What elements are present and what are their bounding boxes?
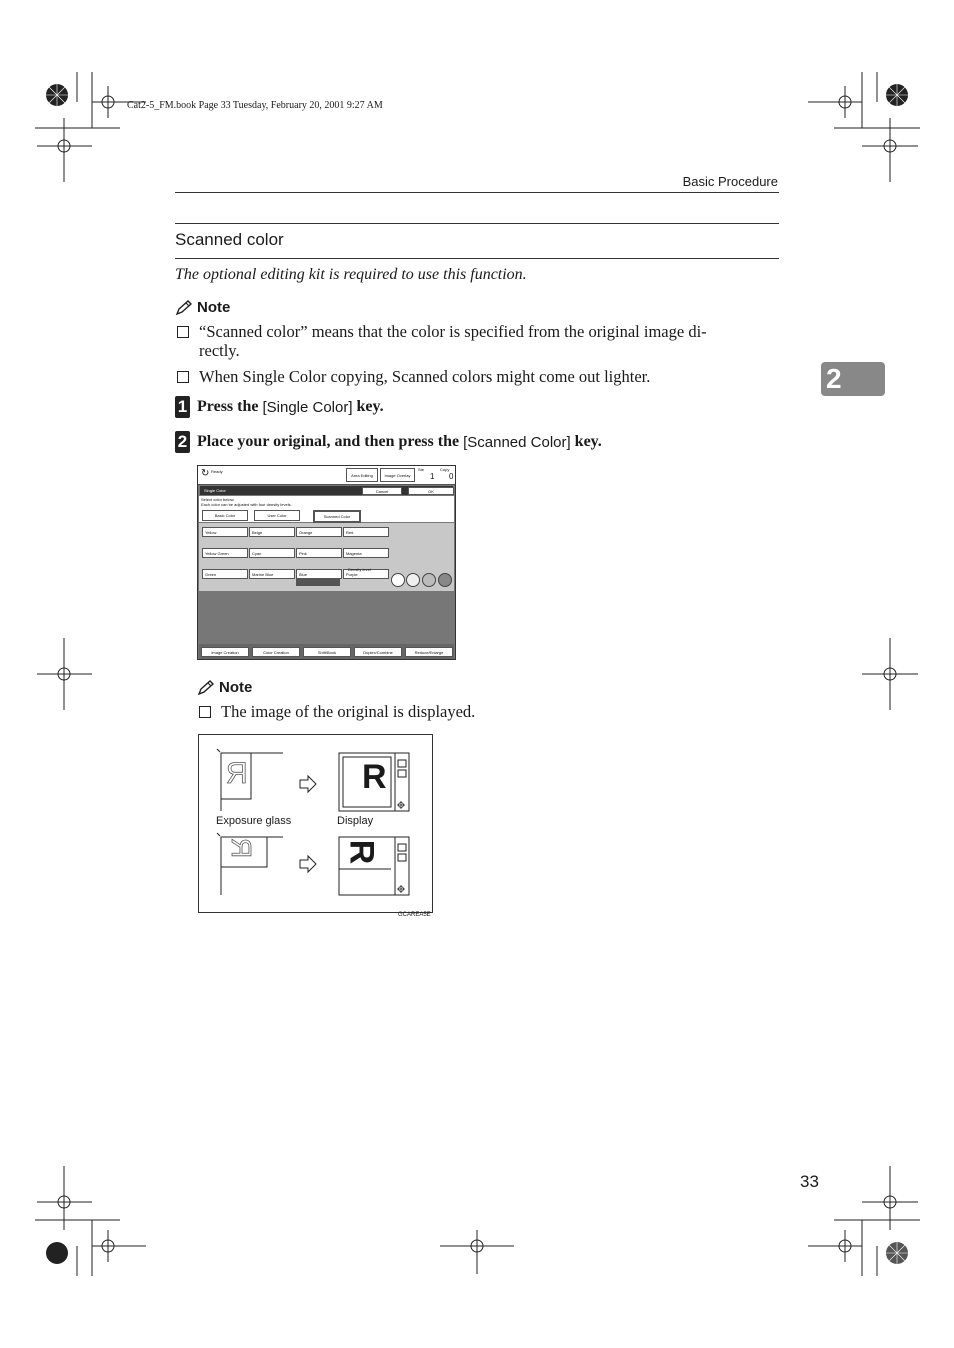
section-rule-top	[175, 223, 779, 224]
running-head: Basic Procedure	[682, 174, 778, 189]
color-grid	[199, 523, 454, 591]
color-blue[interactable]: Blue	[296, 569, 342, 579]
note-title: Note	[197, 299, 231, 316]
color-creation-button[interactable]: Color Creation	[252, 647, 300, 657]
area-editing-button[interactable]: Area Editing	[346, 468, 378, 482]
color-yellow-green[interactable]: Yellow Green	[202, 548, 248, 558]
display-label: Display	[337, 815, 374, 827]
color-green[interactable]: Green	[202, 569, 248, 579]
color-red[interactable]: Red	[343, 527, 389, 537]
step-text: Press the	[197, 398, 263, 415]
instruction-text: Each color can be adjusted with four density levels.	[201, 502, 292, 507]
instruction-text: Select color below.	[201, 497, 235, 502]
image-overlay-button[interactable]: Image Overlay	[380, 468, 415, 482]
step-text: key.	[352, 398, 384, 415]
step-1	[175, 396, 384, 418]
copies-label: Copy	[440, 467, 450, 472]
screen-status-bar	[198, 466, 455, 485]
density-level-3[interactable]	[422, 573, 436, 587]
cancel-button[interactable]: Cancel	[362, 487, 402, 495]
color-beige[interactable]: Beige	[249, 527, 295, 537]
section-rule-bottom	[175, 258, 779, 259]
note-heading	[175, 299, 230, 316]
checkbox-bullet-icon	[199, 706, 211, 718]
busy-icon: ↻	[201, 468, 210, 479]
figure-code: GCAREA5E	[398, 912, 431, 918]
ok-button[interactable]: OK	[408, 487, 454, 495]
copies-value: 0	[449, 472, 454, 481]
rotated-r-glyph: R	[342, 839, 381, 865]
density-level-1[interactable]	[391, 573, 405, 587]
color-pink[interactable]: Pink	[296, 548, 342, 558]
note-item-text: rectly.	[199, 341, 240, 360]
mirrored-r-glyph: R	[226, 757, 248, 790]
density-label: Density level	[348, 567, 371, 572]
shift-book-button[interactable]: Shift/Book	[303, 647, 351, 657]
orientation-diagram	[198, 734, 433, 913]
file-label: Ste	[418, 467, 425, 472]
step-number: 1	[175, 396, 190, 418]
color-swatch	[296, 579, 340, 586]
page-number: 33	[800, 1172, 819, 1191]
instruction-panel	[199, 496, 454, 522]
density-level-2[interactable]	[406, 573, 420, 587]
color-orange[interactable]: Orange	[296, 527, 342, 537]
pencil-icon	[197, 680, 215, 696]
color-cyan[interactable]: Cyan	[249, 548, 295, 558]
panel-title: Single Color	[204, 488, 226, 493]
duplex-combine-button[interactable]: Duplex/Combine	[354, 647, 402, 657]
note-item-text: “Scanned color” means that the color is specified from the original image di-	[199, 322, 707, 341]
note-title: Note	[219, 679, 253, 696]
image-creation-button[interactable]: Image Creation	[201, 647, 249, 657]
file-value: 1	[430, 472, 435, 481]
step-2	[175, 431, 602, 453]
chapter-tab: 2	[821, 362, 885, 396]
status-text: Ready	[211, 469, 223, 474]
checkbox-bullet-icon	[177, 371, 189, 383]
note-item	[175, 367, 780, 386]
key-name: [Single Color]	[262, 398, 353, 416]
pencil-icon	[175, 300, 193, 316]
step-number: 2	[175, 431, 190, 453]
file-header: Cat2-5_FM.book Page 33 Tuesday, February 20, 2001 9:27 AM	[127, 100, 383, 111]
note-list	[175, 322, 780, 386]
rotated-mirrored-r-glyph: R	[226, 837, 258, 859]
intro-text: The optional editing kit is required to use this function.	[175, 266, 527, 283]
color-yellow[interactable]: Yellow	[202, 527, 248, 537]
note-item-text: When Single Color copying, Scanned colors might come out lighter.	[199, 367, 651, 386]
step-text: Place your original, and then press the	[197, 433, 464, 450]
r-glyph: R	[362, 758, 387, 796]
color-marine-blue[interactable]: Marine Blue	[249, 569, 295, 579]
tab-user-color[interactable]: User Color	[254, 510, 300, 521]
color-purple[interactable]: Purple	[343, 569, 389, 579]
screen-empty-area	[199, 591, 454, 644]
color-magenta[interactable]: Magenta	[343, 548, 389, 558]
step-text: key.	[570, 433, 602, 450]
density-level-4[interactable]	[438, 573, 452, 587]
reduce-enlarge-button[interactable]: Reduce/Enlarge	[405, 647, 453, 657]
key-name: [Scanned Color]	[463, 433, 571, 451]
panel-title-bar	[200, 486, 453, 495]
tab-basic-color[interactable]: Basic Color	[202, 510, 248, 521]
note-item	[197, 702, 475, 721]
exposure-glass-label: Exposure glass	[216, 815, 292, 827]
control-panel-screen	[197, 465, 456, 660]
tab-scanned-color[interactable]: Scanned Color	[313, 510, 361, 523]
header-rule	[175, 192, 779, 193]
section-title: Scanned color	[175, 230, 284, 249]
screen-bottom-bar	[199, 644, 454, 659]
note-item	[175, 322, 780, 360]
note-item-text: The image of the original is displayed.	[221, 702, 476, 721]
checkbox-bullet-icon	[177, 326, 189, 338]
note-heading	[197, 679, 252, 696]
